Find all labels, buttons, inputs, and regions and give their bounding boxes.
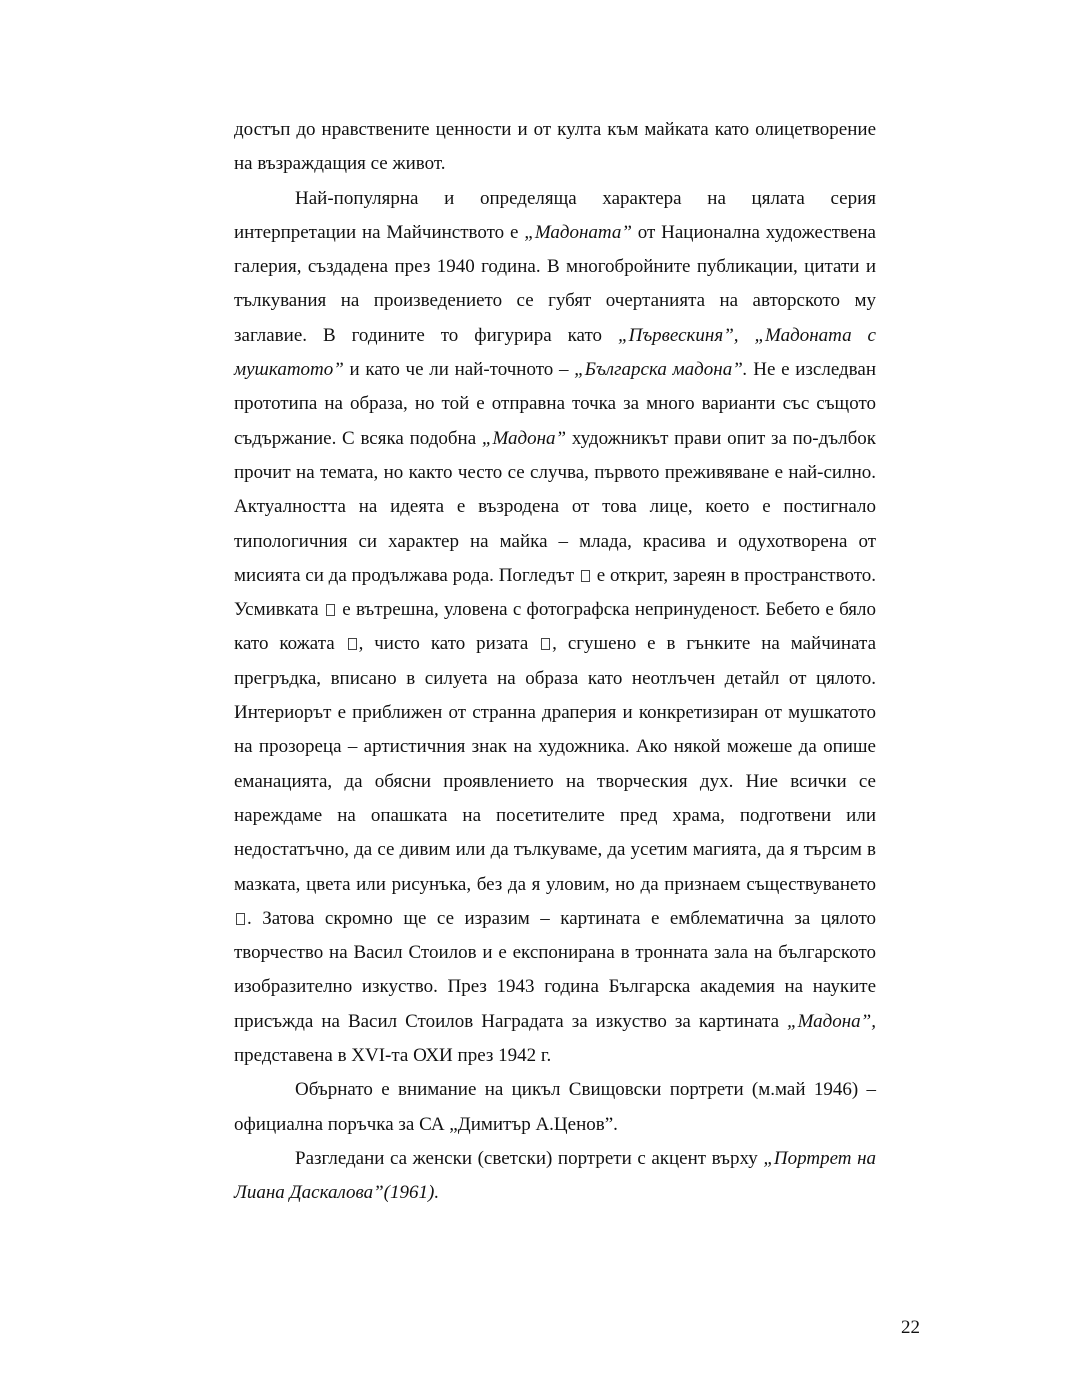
text-run: достъп до нравствените ценности и от култа към майката като олицетворение на възраждащия се живот.	[234, 119, 876, 175]
text-run: представена в XVI-та ОХИ през 1942 г.	[234, 1045, 552, 1067]
text-run: , чисто като ризата	[358, 633, 540, 655]
italic-title-madonata: „Мадоната”	[524, 221, 632, 243]
italic-title-balgarska-madona: „Българска мадона”.	[574, 359, 748, 381]
missing-glyph-icon	[348, 638, 357, 650]
text-run: Най-популярна и определяща характера на цялата серия интерпретации на Майчинството е	[234, 187, 876, 243]
text-run: от Национална художествена галерия, създадена през 1940 година. В многобройните публикации, цитати и тълкувания на произведението се губят очертанията на авторското му заглавие. В годините то фигурира като	[234, 221, 876, 346]
missing-glyph-icon	[236, 913, 245, 925]
paragraph-2	[234, 182, 876, 1074]
text-run: е открит, зареян в пространството. Усмивката	[234, 564, 876, 621]
text-run: , сгушено е в гънките на майчината прегръдка, вписано в силуета на образа като неотлъчен детайл от цялото. Интериорът е приближен от странна драперия и конкретизиран от мушкатото на прозореца – артистичния знак на художника. Ако някой можеше да опише еманацията, да обясни проявлението на творческия дух. Ние всички се нареждаме на опашката на посетителите пред храма, подготвени или недостатъчно, да се дивим или да тълкуваме, да усетим магията, да я търсим в мазката, цвета или рисунъка, без да я уловим, но да признаем съществуването	[234, 633, 877, 895]
italic-title-madona: „Мадона”	[481, 427, 567, 449]
text-run: Не е изследван прототипа на образа, но той е отправна точка за много варианти със същото съдържание. С всяка подобна	[234, 359, 876, 449]
italic-title-parveskinya: „Първескиня”, „Мадоната с мушкатото”	[234, 324, 876, 381]
text-run: Обърнато е внимание на цикъл Свищовски портрети (м.май 1946) – официална поръчка за СА „Димитър А.Ценов”.	[234, 1079, 876, 1135]
paragraph-3	[234, 1073, 876, 1142]
document-body	[234, 113, 876, 1211]
text-run: и като че ли най-точното –	[343, 359, 575, 381]
missing-glyph-icon	[541, 638, 550, 650]
paragraph-4	[234, 1142, 876, 1211]
missing-glyph-icon	[581, 570, 590, 582]
italic-title-portrait-liana: „Портрет на Лиана Даскалова”(1961).	[234, 1147, 876, 1204]
page-number: 22	[901, 1317, 920, 1338]
italic-title-madona-award: „Мадона”,	[787, 1010, 876, 1032]
text-run: . Затова скромно ще се изразим – картината е емблематична за цялото творчество на Васил Стоилов и е експонирана в тронната зала на българското изобразително изкуство. През 1943 година Българска академия на науките присъжда на Васил Стоилов Наградата за изкуство за картината	[234, 907, 876, 1032]
text-run: художникът прави опит за по-дълбок прочит на темата, но както често се случва, първото преживяване е най-силно. Актуалността на идеята е възродена от това лице, което е постигнало типологичния си характер на майка – млада, красива и одухотворена от мисията си да продължава рода. Погледът	[234, 427, 877, 586]
text-run: Разгледани са женски (светски) портрети с акцент върху	[295, 1147, 764, 1169]
missing-glyph-icon	[326, 604, 335, 616]
paragraph-1	[234, 113, 876, 182]
text-run: е вътрешна, уловена с фотографска непринуденост. Бебето е бяло като кожата	[234, 599, 876, 655]
